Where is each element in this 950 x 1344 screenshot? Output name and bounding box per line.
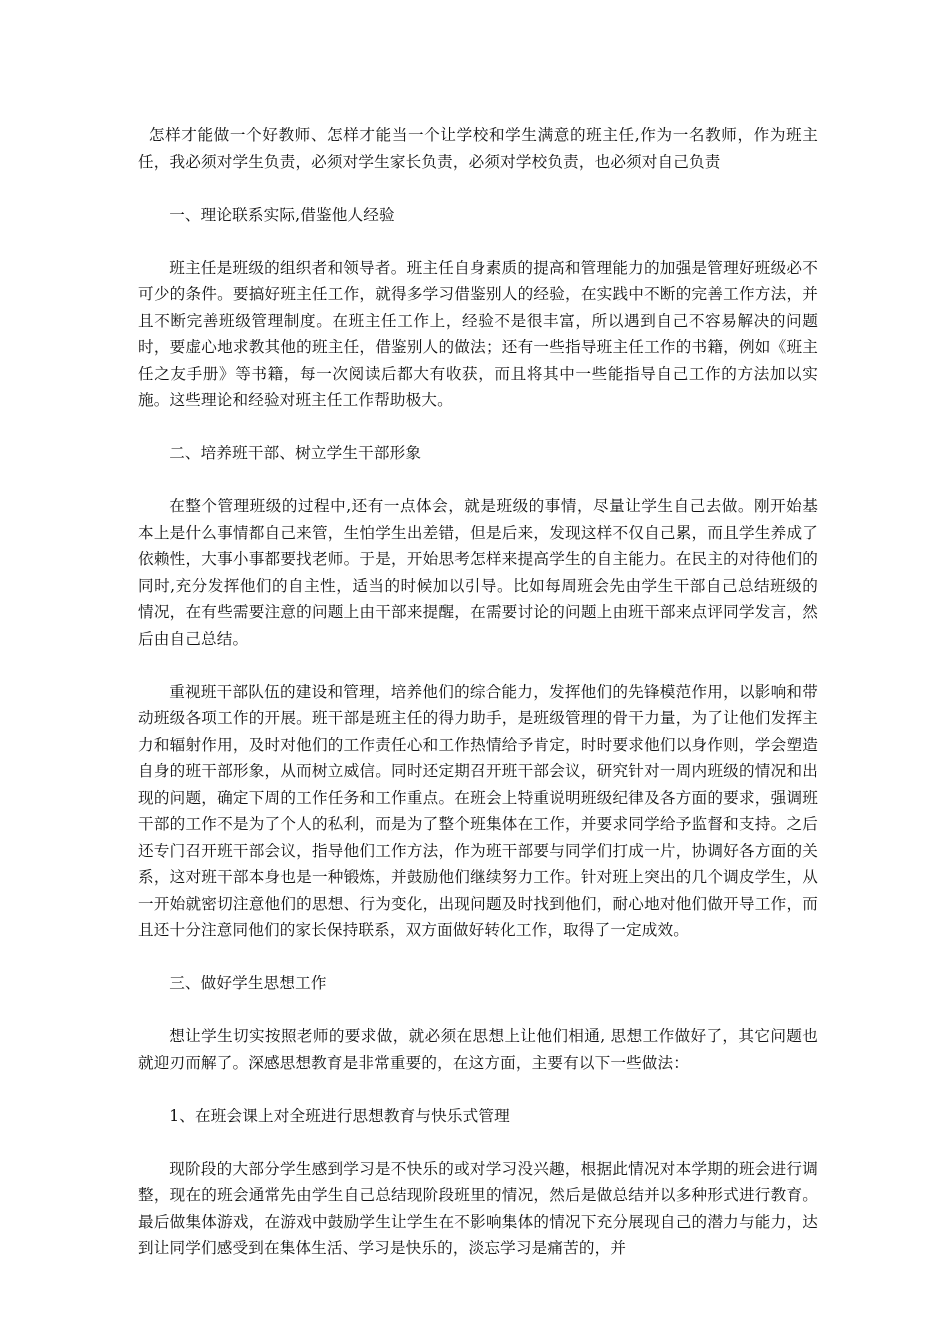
intro-paragraph: 怎样才能做一个好教师、怎样才能当一个让学校和学生满意的班主任,作为一名教师，作为班主任，我必须对学生负责，必须对学生家长负责，必须对学校负责，也必须对自己负责	[138, 126, 818, 171]
subsection-1-paragraph: 现阶段的大部分学生感到学习是不快乐的或对学习没兴趣，根据此情况对本学期的班会进行调整，现在的班会通常先由学生自己总结现阶段班里的情况，然后是做总结并以多种形式进行教育。最后做集体游戏，在游戏中鼓励学生让学生在不影响集体的情况下充分展现自己的潜力与能力，达到让同学们感受到在集体生活、学习是快乐的，淡忘学习是痛苦的，并	[138, 1159, 818, 1257]
section-1-paragraph: 班主任是班级的组织者和领导者。班主任自身素质的提高和管理能力的加强是管理好班级必不可少的条件。要搞好班主任工作，就得多学习借鉴别人的经验，在实践中不断的完善工作方法，并且不断完善班级管理制度。在班主任工作上，经验不是很丰富，所以遇到自己不容易解决的问题时，要虚心地求教其他的班主任，借鉴别人的做法；还有一些指导班主任工作的书籍，例如《班主任之友手册》等书籍，每一次阅读后都大有收获，而且将其中一些能指导自己工作的方法加以实施。这些理论和经验对班主任工作帮助极大。	[138, 258, 818, 409]
section-heading-2: 二、培养班干部、树立学生干部形象	[169, 444, 422, 462]
section-2-paragraph-2: 重视班干部队伍的建设和管理，培养他们的综合能力，发挥他们的先锋模范作用，以影响和带动班级各项工作的开展。班干部是班主任的得力助手，是班级管理的骨干力量，为了让他们发挥主力和辐射作用，及时对他们的工作责任心和工作热情给予肯定，时时要求他们以身作则，学会塑造自身的班干部形象，从而树立威信。同时还定期召开班干部会议，研究针对一周内班级的情况和出现的问题，确定下周的工作任务和工作重点。在班会上特重说明班级纪律及各方面的要求，强调班干部的工作不是为了个人的私利，而是为了整个班集体在工作，并要求同学给予监督和支持。之后还专门召开班干部会议，指导他们工作方法，作为班干部要与同学们打成一片，协调好各方面的关系，这对班干部本身也是一种锻炼，并鼓励他们继续努力工作。针对班上突出的几个调皮学生，从一开始就密切注意他们的思想、行为变化，出现问题及时找到他们，耐心地对他们做开导工作，而且还十分注意同他们的家长保持联系，双方面做好转化工作，取得了一定成效。	[138, 682, 818, 939]
section-2-paragraph-1: 在整个管理班级的过程中,还有一点体会，就是班级的事情，尽量让学生自己去做。刚开始基本上是什么事情都自己来管，生怕学生出差错，但是后来，发现这样不仅自己累，而且学生养成了依赖性，大事小事都要找老师。于是，开始思考怎样来提高学生的自主能力。在民主的对待他们的同时,充分发挥他们的自主性，适当的时候加以引导。比如每周班会先由学生干部自己总结班级的情况，在有些需要注意的问题上由干部来提醒，在需要讨论的问题上由班干部来点评同学发言，然后由自己总结。	[138, 497, 818, 648]
subsection-heading-1: 1、在班会课上对全班进行思想教育与快乐式管理	[169, 1106, 510, 1125]
document-body	[138, 122, 818, 1288]
section-3-paragraph: 想让学生切实按照老师的要求做，就必须在思想上让他们相通, 思想工作做好了，其它问题也就迎刃而解了。深感思想教育是非常重要的，在这方面，主要有以下一些做法：	[138, 1027, 818, 1072]
section-heading-1: 一、理论联系实际,借鉴他人经验	[169, 205, 395, 224]
section-heading-3: 三、做好学生思想工作	[169, 974, 327, 992]
